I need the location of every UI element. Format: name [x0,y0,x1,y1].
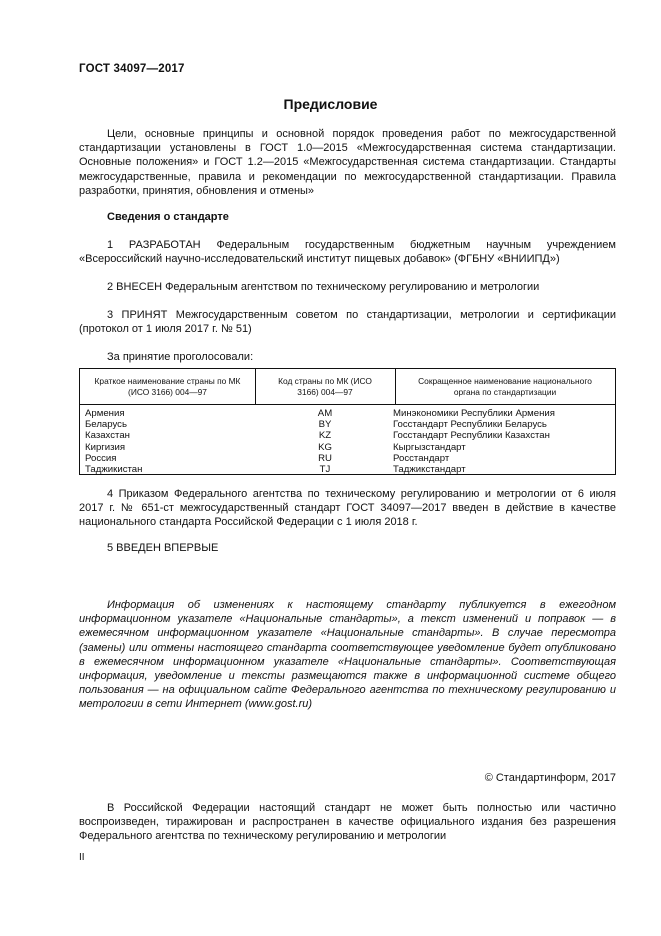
cell-agency: Госстандарт Республики Беларусь [393,419,547,431]
cell-code: KZ [318,430,332,442]
page-title: Предисловие [283,96,378,112]
table-row [80,453,615,464]
item-5: 5 ВВЕДЕН ВПЕРВЫЕ [107,542,219,554]
table-row [80,430,615,441]
table-header-code: Код страны по МК (ИСО 3166) 004—97 [255,369,395,405]
document-code: ГОСТ 34097—2017 [79,63,185,75]
cell-code: TJ [319,463,331,475]
cell-code: BY [318,419,332,431]
item-3: 3 ПРИНЯТ Межгосударственным советом по стандартизации, метрологии и сертификации (протокол от 1 июля 2017 г. № 51) [79,309,616,336]
cell-country: Киргизия [85,441,126,453]
voting-table [79,368,616,475]
cell-code: AM [317,408,333,419]
item-1: 1 РАЗРАБОТАН Федеральным государственным бюджетным научным учреждением «Всероссийский научно-исследовательский институт пищевых добавок» (ФГБНУ «ВНИИПД») [79,239,616,266]
table-row [80,408,615,419]
cell-country: Казахстан [85,430,130,442]
table-divider [255,369,256,405]
item-4: 4 Приказом Федерального агентства по техническому регулированию и метрологии от 6 июля 2017 г. № 651-ст межгосударственный стандарт ГОСТ 34097—2017 введен в действие в качестве национального стандарта Российской Федерации с 1 июля 2018 г. [79,488,616,529]
cell-country: Россия [85,452,117,464]
legal-notice: В Российской Федерации настоящий стандарт не может быть полностью или частично воспроизведен, тиражирован и распространен в качестве официального издания без разрешения Федерального агентства по техническому регулированию и метрологии [79,802,616,843]
intro-paragraph: Цели, основные принципы и основной порядок проведения работ по межгосударственной стандартизации установлены в ГОСТ 1.0—2015 «Межгосударственная система стандартизации. Основные положения» и ГОСТ 1.2—2015 «Межгосударственная система стандартизации. Стандарты межгосударственные, правила и рекомендации по межгосударственной стандартизации. Правила разработки, принятия, обновления и отмены» [79,128,616,197]
table-body [80,408,615,475]
cell-agency: Таджикстандарт [393,463,466,475]
cell-agency: Кыргызстандарт [393,441,466,453]
cell-country: Таджикистан [85,463,143,475]
item-2: 2 ВНЕСЕН Федеральным агентством по техническому регулированию и метрологии [107,281,540,293]
copyright: © Стандартинформ, 2017 [484,772,616,784]
amendments-notice: Информация об изменениях к настоящему стандарту публикуется в ежегодном информационном указателе «Национальные стандарты», а текст изменений и поправок — в ежемесячном информационном указателе «Национальные стандарты». В случае пересмотра (замены) или отмены настоящего стандарта соответствующее уведомление будет опубликовано в ежемесячном информационном указателе «Национальные стандарты». Соответствующая информация, уведомление и тексты размещаются также в информационной системе общего пользования — на официальном сайте Федерального агентства по техническому регулированию и метрологии в сети Интернет (www.gost.ru) [79,599,616,711]
table-header-country: Краткое наименование страны по МК (ИСО 3166) 004—97 [80,369,255,405]
vote-label: За принятие проголосовали: [107,351,254,363]
table-row [80,442,615,453]
cell-agency: Росстандарт [393,452,450,464]
cell-code: KG [318,441,332,453]
info-heading: Сведения о стандарте [107,211,229,223]
cell-code: RU [318,452,332,464]
page-number: II [79,852,85,863]
table-row [80,464,615,475]
cell-agency: Минэкономики Республики Армения [393,408,555,419]
cell-country: Армения [85,408,125,419]
table-divider [395,369,396,405]
table-header-agency: Сокращенное наименование национального органа по стандартизации [395,369,615,405]
table-row [80,419,615,430]
cell-agency: Госстандарт Республики Казахстан [393,430,550,442]
cell-country: Беларусь [85,419,127,431]
